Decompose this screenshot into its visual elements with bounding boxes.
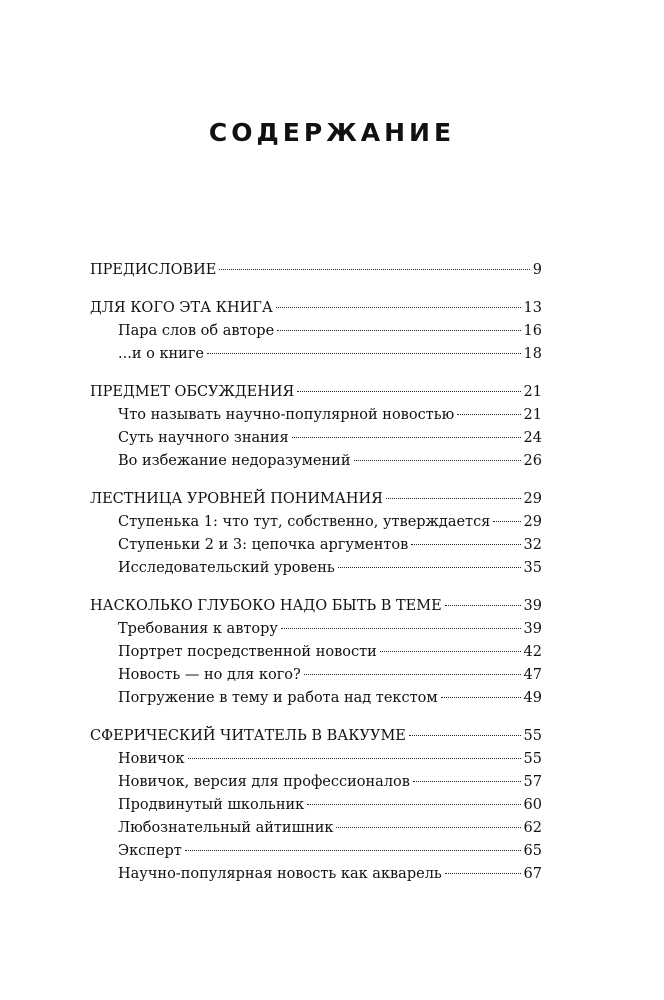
toc-chapter-title: НАСКОЛЬКО ГЛУБОКО НАДО БЫТЬ В ТЕМЕ <box>90 598 442 614</box>
dot-leader <box>304 674 521 675</box>
page-number: 39 <box>523 621 542 637</box>
dot-leader <box>380 651 521 652</box>
dot-leader <box>277 330 520 331</box>
page-number: 21 <box>523 384 542 400</box>
toc-subentry-title: Эксперт <box>118 843 182 859</box>
toc-subentry[interactable] <box>90 343 542 366</box>
page-number: 29 <box>523 491 542 507</box>
dot-leader <box>445 873 521 874</box>
toc-subentry[interactable] <box>90 404 542 427</box>
toc-chapter-entry[interactable] <box>90 259 542 282</box>
toc-subentry[interactable] <box>90 817 542 840</box>
toc-subentry-title: Продвинутый школьник <box>118 797 305 813</box>
dot-leader <box>445 605 521 606</box>
dot-leader <box>336 827 520 828</box>
toc-subentry-title: Ступенька 1: что тут, собственно, утверждается <box>118 514 491 530</box>
toc-subentry-title: Портрет посредственной новости <box>118 644 377 660</box>
toc-subentry[interactable] <box>90 863 542 886</box>
toc-chapter-entry[interactable] <box>90 297 542 320</box>
page-number: 62 <box>523 820 542 836</box>
toc-section <box>90 297 542 366</box>
dot-leader <box>413 781 521 782</box>
dot-leader <box>207 353 521 354</box>
dot-leader <box>338 567 521 568</box>
dot-leader <box>411 544 520 545</box>
page-number: 21 <box>523 407 542 423</box>
toc-chapter-title: ПРЕДИСЛОВИЕ <box>90 262 217 278</box>
toc-subentry[interactable] <box>90 450 542 473</box>
toc-subentry-title: Во избежание недоразумений <box>118 453 351 469</box>
toc-subentry-title: Требования к автору <box>118 621 278 637</box>
toc-subentry[interactable] <box>90 794 542 817</box>
toc-subentry[interactable] <box>90 641 542 664</box>
dot-leader <box>297 391 520 392</box>
page-number: 16 <box>523 323 542 339</box>
toc-section <box>90 488 542 580</box>
dot-leader <box>493 521 520 522</box>
toc-subentry[interactable] <box>90 511 542 534</box>
toc-subentry[interactable] <box>90 427 542 450</box>
dot-leader <box>457 414 520 415</box>
page-number: 13 <box>523 300 542 316</box>
toc-subentry-title: Новичок, версия для профессионалов <box>118 774 410 790</box>
page-title: СОДЕРЖАНИЕ <box>208 118 456 147</box>
page-number: 49 <box>523 690 542 706</box>
toc-subentry-title: ...и о книге <box>118 346 205 362</box>
toc-subentry[interactable] <box>90 557 542 580</box>
toc-subentry[interactable] <box>90 687 542 710</box>
page-number: 29 <box>523 514 542 530</box>
page-number: 9 <box>532 262 542 278</box>
toc-chapter-title: ДЛЯ КОГО ЭТА КНИГА <box>90 300 273 316</box>
toc-chapter-title: ПРЕДМЕТ ОБСУЖДЕНИЯ <box>90 384 295 400</box>
toc-chapter-entry[interactable] <box>90 595 542 618</box>
dot-leader <box>386 498 521 499</box>
page-number: 67 <box>523 866 542 882</box>
dot-leader <box>409 735 521 736</box>
page-number: 65 <box>523 843 542 859</box>
toc-chapter-title: ЛЕСТНИЦА УРОВНЕЙ ПОНИМАНИЯ <box>90 491 383 507</box>
dot-leader <box>276 307 521 308</box>
dot-leader <box>292 437 521 438</box>
toc-subentry[interactable] <box>90 320 542 343</box>
toc-subentry[interactable] <box>90 840 542 863</box>
dot-leader <box>281 628 521 629</box>
toc-section <box>90 595 542 710</box>
page-number: 55 <box>523 728 542 744</box>
toc-chapter-title: СФЕРИЧЕСКИЙ ЧИТАТЕЛЬ В ВАКУУМЕ <box>90 728 406 744</box>
toc-subentry-title: Любознательный айтишник <box>118 820 334 836</box>
toc-section <box>90 381 542 473</box>
dot-leader <box>354 460 521 461</box>
dot-leader <box>219 269 529 270</box>
page-number: 24 <box>523 430 542 446</box>
toc-chapter-entry[interactable] <box>90 725 542 748</box>
toc-subentry[interactable] <box>90 618 542 641</box>
page-number: 18 <box>523 346 542 362</box>
page-number: 39 <box>523 598 542 614</box>
toc-chapter-entry[interactable] <box>90 488 542 511</box>
page-number: 42 <box>523 644 542 660</box>
toc-subentry-title: Погружение в тему и работа над текстом <box>118 690 438 706</box>
toc-chapter-entry[interactable] <box>90 381 542 404</box>
page-number: 32 <box>523 537 542 553</box>
page-number: 60 <box>523 797 542 813</box>
dot-leader <box>185 850 521 851</box>
dot-leader <box>441 697 521 698</box>
table-of-contents <box>90 259 542 901</box>
toc-subentry-title: Суть научного знания <box>118 430 289 446</box>
toc-subentry-title: Новость — но для кого? <box>118 667 301 683</box>
toc-subentry[interactable] <box>90 664 542 687</box>
page-number: 47 <box>523 667 542 683</box>
toc-subentry-title: Научно-популярная новость как акварель <box>118 866 442 882</box>
toc-section <box>90 259 542 282</box>
toc-subentry-title: Что называть научно-популярной новостью <box>118 407 455 423</box>
dot-leader <box>307 804 520 805</box>
page-number: 57 <box>523 774 542 790</box>
toc-subentry-title: Ступеньки 2 и 3: цепочка аргументов <box>118 537 409 553</box>
page-number: 55 <box>523 751 542 767</box>
page-number: 26 <box>523 453 542 469</box>
toc-section <box>90 725 542 886</box>
dot-leader <box>188 758 521 759</box>
toc-subentry[interactable] <box>90 748 542 771</box>
toc-subentry[interactable] <box>90 771 542 794</box>
page-number: 35 <box>523 560 542 576</box>
toc-subentry-title: Пара слов об авторе <box>118 323 275 339</box>
toc-subentry-title: Исследовательский уровень <box>118 560 335 576</box>
toc-subentry-title: Новичок <box>118 751 185 767</box>
toc-subentry[interactable] <box>90 534 542 557</box>
